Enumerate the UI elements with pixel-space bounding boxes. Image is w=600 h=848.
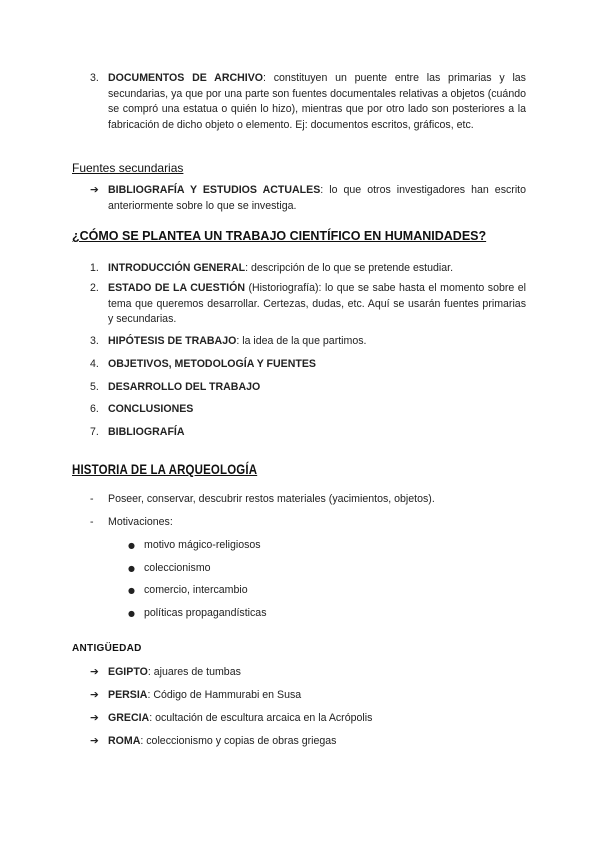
list-text: : Código de Hammurabi en Susa (147, 689, 302, 701)
list-item (90, 688, 526, 704)
list-item (90, 357, 526, 373)
bullet-icon: ● (128, 564, 135, 573)
list-term: EGIPTO (108, 666, 148, 678)
list-item (128, 561, 528, 577)
list-item-documentos-archivo (90, 71, 526, 133)
list-number: 3. (90, 72, 99, 84)
list-term: GRECIA (108, 712, 150, 724)
list-item (128, 538, 528, 554)
list-term: ROMA (108, 735, 141, 747)
list-term: INTRODUCCIÓN GENERAL (108, 262, 246, 274)
list-text: políticas propagandísticas (144, 607, 267, 619)
list-text: Motivaciones: (108, 516, 173, 528)
list-item (90, 425, 526, 441)
list-text: : constituyen un puente entre las primarias y las secundarias, ya que por una parte son fuentes documentales relativas a objetos (cuándo se compró una estatua o quién lo hizo), mientras que por otro lado son posteriores a la fabricación de dicho objeto o elemento. Ej: documentos escritos, gráficos, etc. (108, 72, 526, 131)
dash-marker: - (90, 516, 94, 528)
list-term: OBJETIVOS, METODOLOGÍA Y FUENTES (108, 358, 316, 370)
list-item (90, 665, 526, 681)
list-term: DESARROLLO DEL TRABAJO (108, 381, 261, 393)
arrow-right-icon: ➔ (90, 689, 99, 701)
list-term: CONCLUSIONES (108, 403, 194, 415)
list-text: : ajuares de tumbas (147, 666, 241, 678)
list-item (128, 583, 528, 599)
list-text: Poseer, conservar, descubrir restos materiales (yacimientos, objetos). (108, 493, 435, 505)
list-item (90, 281, 526, 328)
bullet-icon: ● (128, 609, 135, 618)
arrow-right-icon: ➔ (90, 666, 99, 678)
list-term: ESTADO DE LA CUESTIÓN (108, 282, 245, 294)
list-text: : coleccionismo y copias de obras griegas (140, 735, 337, 747)
list-text: : la idea de la que partimos. (236, 335, 367, 347)
list-term: DOCUMENTOS DE ARCHIVO (108, 72, 264, 84)
list-number: 5. (90, 381, 99, 393)
arrow-right-icon: ➔ (90, 184, 99, 196)
list-text: : descripción de lo que se pretende estudiar. (245, 262, 454, 274)
list-text: : lo que otros investigadores han escrito anteriormente sobre lo que se investiga. (108, 184, 527, 212)
list-text: (Historiografía): lo que se sabe hasta el momento sobre el tema que queremos desarrollar. Certezas, dudas, etc. Aquí se usarán fuentes primarias y secundarias. (108, 282, 526, 325)
list-term: BIBLIOGRAFÍA (108, 426, 185, 438)
list-number: 1. (90, 262, 99, 274)
list-text: comercio, intercambio (144, 584, 248, 596)
list-number: 3. (90, 335, 99, 347)
section-heading-trabajo-cientifico: ¿CÓMO SE PLANTEA UN TRABAJO CIENTÍFICO EN HUMANIDADES? (72, 229, 487, 243)
list-item (90, 402, 526, 418)
list-text: motivo mágico-religiosos (144, 539, 261, 551)
list-item (90, 711, 526, 727)
section-heading-antiguedad: ANTIGÜEDAD (72, 643, 142, 654)
list-item-bibliografia-estudios (90, 183, 526, 214)
list-text: coleccionismo (144, 562, 211, 574)
list-number: 4. (90, 358, 99, 370)
dash-marker: - (90, 493, 94, 505)
bullet-icon: ● (128, 541, 135, 550)
section-heading-historia-arqueologia: HISTORIA DE LA ARQUEOLOGÍA (72, 461, 258, 477)
list-item (90, 515, 526, 531)
section-heading-fuentes-secundarias: Fuentes secundarias (72, 161, 184, 175)
list-number: 6. (90, 403, 99, 415)
list-item (90, 334, 526, 350)
arrow-right-icon: ➔ (90, 735, 99, 747)
list-number: 2. (90, 282, 99, 294)
bullet-icon: ● (128, 586, 135, 595)
list-item (90, 261, 526, 277)
list-number: 7. (90, 426, 99, 438)
list-term: HIPÓTESIS DE TRABAJO (108, 335, 237, 347)
arrow-right-icon: ➔ (90, 712, 99, 724)
list-item (90, 380, 526, 396)
list-item (90, 492, 526, 508)
list-term: PERSIA (108, 689, 148, 701)
list-term: BIBLIOGRAFÍA Y ESTUDIOS ACTUALES (108, 184, 321, 196)
list-text: : ocultación de escultura arcaica en la Acrópolis (149, 712, 373, 724)
list-item (90, 734, 526, 750)
list-item (128, 606, 528, 622)
